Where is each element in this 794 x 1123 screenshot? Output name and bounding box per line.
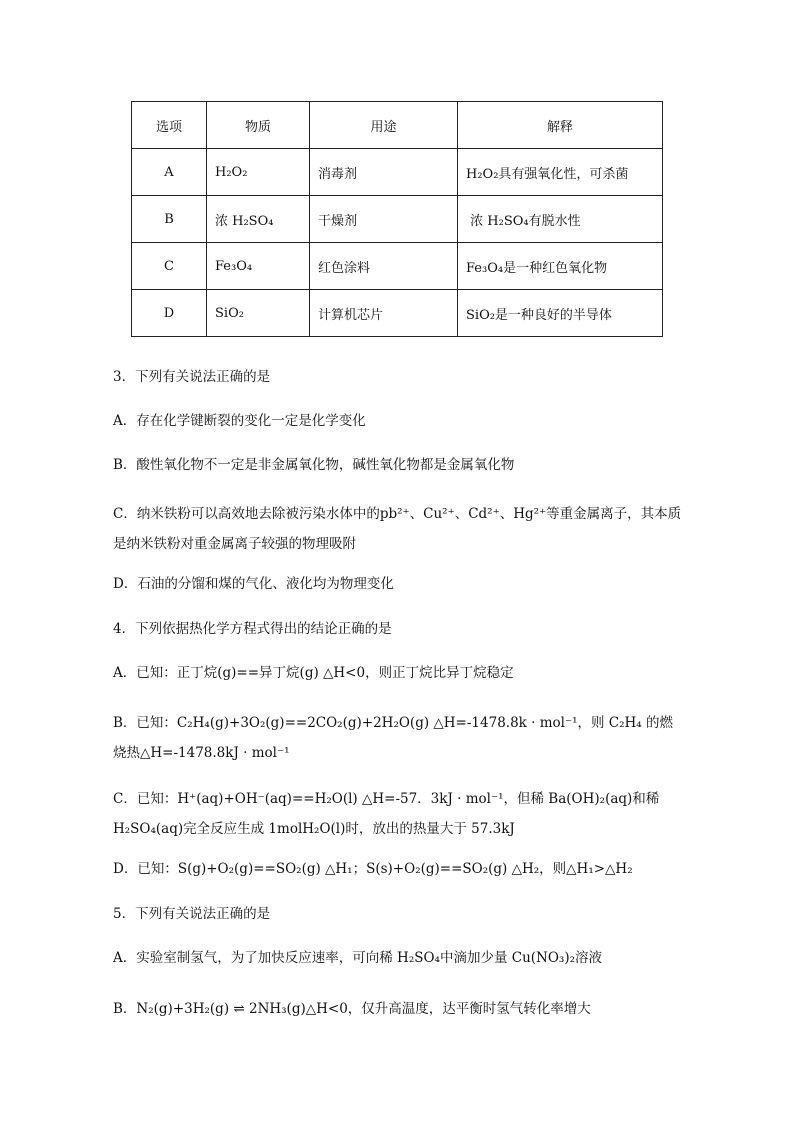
cell-use: 消毒剂 (310, 149, 458, 196)
q4-option-c: C．已知：H⁺(aq)+OH⁻(aq)==H₂O(l) △H=-57．3kJ · mol⁻¹，但稀 Ba(OH)₂(aq)和稀 H₂SO₄(aq)完全反应生成 1molH₂O(l)时，放出的热量大于 57.3kJ (113, 791, 660, 837)
q5-option-b: B．N₂(g)+3H₂(g) ⇌ 2NH₃(g)△H<0，仅升高温度，达平衡时氢气转化率增大 (113, 1001, 591, 1017)
table-row (132, 290, 663, 337)
q4-option-d: D．已知：S(g)+O₂(g)==SO₂(g) △H₁；S(s)+O₂(g)==SO₂(g) △H₂，则△H₁>△H₂ (113, 861, 633, 877)
cell-substance: SiO₂ (207, 290, 310, 337)
q4-stem: 4．下列依据热化学方程式得出的结论正确的是 (113, 621, 392, 637)
q3-option-c: C．纳米铁粉可以高效地去除被污染水体中的pb²⁺、Cu²⁺、Cd²⁺、Hg²⁺等重金属离子，其本质是纳米铁粉对重金属离子较强的物理吸附 (113, 506, 682, 552)
cell-option: A (132, 149, 207, 196)
cell-explain: 浓 H₂SO₄有脱水性 (458, 196, 663, 243)
q4-option-b: B．已知：C₂H₄(g)+3O₂(g)==2CO₂(g)+2H₂O(g) △H=-1478.8k · mol⁻¹，则 C₂H₄ 的燃烧热△H=-1478.8kJ · mol⁻¹ (113, 715, 674, 761)
table-row (132, 196, 663, 243)
header-use: 用途 (310, 102, 458, 149)
table-row (132, 243, 663, 290)
q3-stem: 3．下列有关说法正确的是 (113, 369, 271, 385)
cell-explain: Fe₃O₄是一种红色氧化物 (458, 243, 663, 290)
cell-use: 计算机芯片 (310, 290, 458, 337)
header-substance: 物质 (207, 102, 310, 149)
q4-option-a: A．已知：正丁烷(g)==异丁烷(g) △H<0，则正丁烷比异丁烷稳定 (113, 665, 514, 681)
cell-substance: H₂O₂ (207, 149, 310, 196)
header-option: 选项 (132, 102, 207, 149)
cell-use: 干燥剂 (310, 196, 458, 243)
table-header-row (132, 102, 663, 149)
cell-explain: SiO₂是一种良好的半导体 (458, 290, 663, 337)
cell-substance: Fe₃O₄ (207, 243, 310, 290)
q3-option-b: B．酸性氧化物不一定是非金属氧化物，碱性氧化物都是金属氧化物 (113, 457, 515, 473)
q5-option-a: A．实验室制氢气，为了加快反应速率，可向稀 H₂SO₄中滴加少量 Cu(NO₃)₂溶液 (113, 950, 603, 966)
cell-substance: 浓 H₂SO₄ (207, 196, 310, 243)
cell-explain: H₂O₂具有强氧化性，可杀菌 (458, 149, 663, 196)
q3-option-d: D．石油的分馏和煤的气化、液化均为物理变化 (113, 576, 394, 592)
cell-option: C (132, 243, 207, 290)
header-explain: 解释 (458, 102, 663, 149)
cell-option: B (132, 196, 207, 243)
table-row (132, 149, 663, 196)
q3-option-a: A．存在化学键断裂的变化一定是化学变化 (113, 413, 366, 429)
cell-use: 红色涂料 (310, 243, 458, 290)
cell-option: D (132, 290, 207, 337)
q5-stem: 5．下列有关说法正确的是 (113, 906, 271, 922)
options-table (131, 101, 663, 337)
